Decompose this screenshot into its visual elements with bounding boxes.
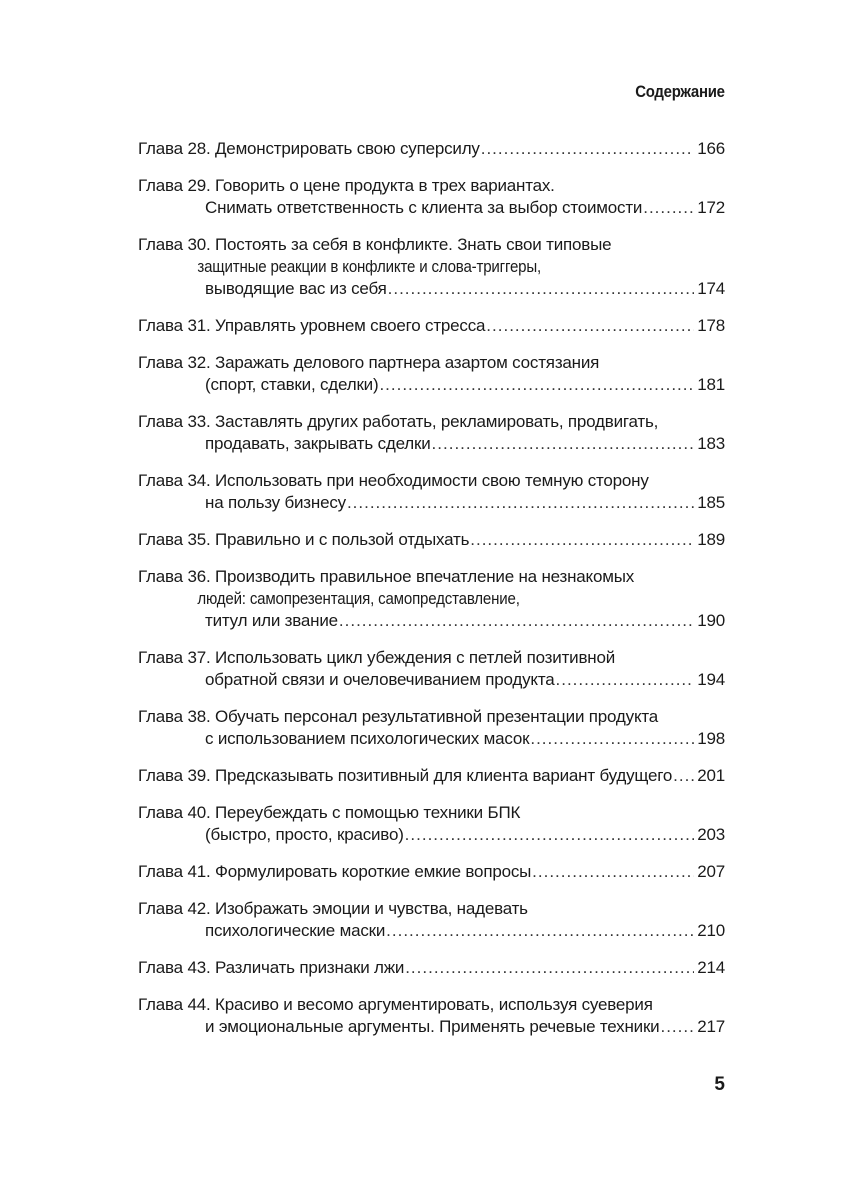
toc-entry-text: психологические маски bbox=[205, 921, 386, 940]
toc-entry-last-line bbox=[138, 197, 725, 219]
page-number: 5 bbox=[714, 1074, 725, 1095]
toc-entry-last-line bbox=[138, 824, 725, 846]
toc-entry-line bbox=[138, 706, 725, 728]
toc-entry-text: защитные реакции в конфликте и слова-триггеры, bbox=[197, 257, 542, 276]
toc-entry-line bbox=[138, 234, 725, 256]
toc-entry-line bbox=[138, 352, 725, 374]
toc-page-number: 214 bbox=[697, 958, 725, 977]
dot-leader bbox=[379, 374, 694, 396]
toc-entry bbox=[138, 315, 725, 337]
toc-entry bbox=[138, 138, 725, 160]
toc-page-number: 185 bbox=[697, 493, 725, 512]
toc-entry-last-line bbox=[138, 374, 725, 396]
toc-entry bbox=[138, 175, 725, 219]
toc-entry bbox=[138, 706, 725, 750]
toc-page-number: 166 bbox=[697, 139, 725, 158]
toc-entry-line bbox=[138, 898, 725, 920]
toc-entry bbox=[138, 234, 725, 300]
toc-entry-text: Глава 44. Красиво и весомо аргументировать, используя суеверия bbox=[138, 995, 653, 1014]
toc-entry-last-line bbox=[138, 765, 725, 787]
dot-leader bbox=[660, 1016, 694, 1038]
toc-entry-text: Глава 36. Производить правильное впечатление на незнакомых bbox=[138, 567, 635, 586]
toc-entry-text: Глава 38. Обучать персонал результативной презентации продукта bbox=[138, 707, 659, 726]
dot-leader bbox=[643, 197, 694, 219]
toc-entry bbox=[138, 529, 725, 551]
toc-page-number: 194 bbox=[697, 670, 725, 689]
toc-page-number: 174 bbox=[697, 279, 725, 298]
dot-leader bbox=[673, 765, 694, 787]
dot-leader bbox=[386, 920, 694, 942]
toc-page-number: 207 bbox=[697, 862, 725, 881]
toc-entry-line bbox=[138, 175, 725, 197]
toc-entry-last-line bbox=[138, 529, 725, 551]
toc-entry-line bbox=[138, 470, 725, 492]
toc-page-number: 189 bbox=[697, 530, 725, 549]
dot-leader bbox=[339, 610, 694, 632]
toc-entry-last-line bbox=[138, 138, 725, 160]
toc-entry-text: (быстро, просто, красиво) bbox=[205, 825, 404, 844]
dot-leader bbox=[405, 957, 694, 979]
toc-entry-text: Глава 32. Заражать делового партнера азартом состязания bbox=[138, 353, 600, 372]
toc-entry-text: (спорт, ставки, сделки) bbox=[205, 375, 379, 394]
toc-entry bbox=[138, 470, 725, 514]
dot-leader bbox=[481, 138, 695, 160]
toc-entry-last-line bbox=[138, 315, 725, 337]
dot-leader bbox=[530, 728, 694, 750]
toc-entry-text: Глава 41. Формулировать короткие емкие вопросы bbox=[138, 862, 532, 881]
toc-entry bbox=[138, 957, 725, 979]
toc-entry-line bbox=[138, 802, 725, 824]
toc-entry bbox=[138, 411, 725, 455]
toc-entry-text: Глава 28. Демонстрировать свою суперсилу bbox=[138, 139, 480, 158]
toc-entry bbox=[138, 802, 725, 846]
toc-entry-last-line bbox=[138, 861, 725, 883]
toc-entry-last-line bbox=[138, 669, 725, 691]
toc-entry-text: Глава 30. Постоять за себя в конфликте. Знать свои типовые bbox=[138, 235, 612, 254]
toc-entry-text: Глава 31. Управлять уровнем своего стресса bbox=[138, 316, 486, 335]
toc-page-number: 178 bbox=[697, 316, 725, 335]
toc-entry-text: Глава 35. Правильно и с пользой отдыхать bbox=[138, 530, 470, 549]
toc-entry-last-line bbox=[138, 433, 725, 455]
toc-page-number: 201 bbox=[697, 766, 725, 785]
toc-entry-last-line bbox=[138, 1016, 725, 1038]
dot-leader bbox=[405, 824, 695, 846]
toc-entry-last-line bbox=[138, 920, 725, 942]
table-of-contents bbox=[138, 138, 725, 1038]
toc-page-number: 172 bbox=[697, 198, 725, 217]
toc-entry-text: титул или звание bbox=[205, 611, 338, 630]
toc-page-number: 198 bbox=[697, 729, 725, 748]
toc-entry-text: с использованием психологических масок bbox=[205, 729, 530, 748]
toc-entry-text: Снимать ответственность с клиента за выбор стоимости bbox=[205, 198, 643, 217]
toc-entry bbox=[138, 647, 725, 691]
toc-entry-text: Глава 34. Использовать при необходимости свою темную сторону bbox=[138, 471, 649, 490]
toc-entry-text: Глава 43. Различать признаки лжи bbox=[138, 958, 405, 977]
toc-entry-last-line bbox=[138, 728, 725, 750]
toc-page-number: 183 bbox=[697, 434, 725, 453]
toc-entry-text: Глава 29. Говорить о цене продукта в трех вариантах. bbox=[138, 176, 555, 195]
toc-entry-line bbox=[138, 588, 658, 610]
toc-entry-line bbox=[138, 256, 658, 278]
toc-entry-text: продавать, закрывать сделки bbox=[205, 434, 431, 453]
running-head: Содержание bbox=[635, 82, 725, 101]
dot-leader bbox=[470, 529, 694, 551]
toc-entry-line bbox=[138, 994, 725, 1016]
toc-entry-text: Глава 40. Переубеждать с помощью техники БПК bbox=[138, 803, 521, 822]
toc-entry-last-line bbox=[138, 492, 725, 514]
toc-entry bbox=[138, 765, 725, 787]
dot-leader bbox=[388, 278, 695, 300]
toc-entry bbox=[138, 352, 725, 396]
toc-page-number: 190 bbox=[697, 611, 725, 630]
toc-page-number: 181 bbox=[697, 375, 725, 394]
toc-entry-last-line bbox=[138, 278, 725, 300]
dot-leader bbox=[347, 492, 694, 514]
toc-entry-last-line bbox=[138, 610, 725, 632]
toc-entry-text: Глава 33. Заставлять других работать, рекламировать, продвигать, bbox=[138, 412, 659, 431]
toc-entry-line bbox=[138, 566, 725, 588]
toc-page-number: 203 bbox=[697, 825, 725, 844]
dot-leader bbox=[432, 433, 695, 455]
toc-entry-text: Глава 37. Использовать цикл убеждения с петлей позитивной bbox=[138, 648, 616, 667]
toc-entry-text: на пользу бизнесу bbox=[205, 493, 346, 512]
toc-entry-text: обратной связи и очеловечиванием продукта bbox=[205, 670, 555, 689]
toc-page-number: 217 bbox=[697, 1017, 725, 1036]
toc-entry bbox=[138, 898, 725, 942]
dot-leader bbox=[532, 861, 694, 883]
toc-entry-last-line bbox=[138, 957, 725, 979]
toc-entry bbox=[138, 994, 725, 1038]
toc-entry-text: Глава 42. Изображать эмоции и чувства, надевать bbox=[138, 899, 528, 918]
toc-entry bbox=[138, 566, 725, 632]
toc-entry-text: Глава 39. Предсказывать позитивный для клиента вариант будущего bbox=[138, 766, 673, 785]
dot-leader bbox=[556, 669, 695, 691]
toc-entry-text: и эмоциональные аргументы. Применять речевые техники bbox=[205, 1017, 660, 1036]
toc-entry-text: выводящие вас из себя bbox=[205, 279, 387, 298]
dot-leader bbox=[486, 315, 694, 337]
toc-entry-line bbox=[138, 647, 725, 669]
toc-entry-line bbox=[138, 411, 725, 433]
toc-entry-text: людей: самопрезентация, самопредставление, bbox=[197, 589, 520, 608]
toc-page-number: 210 bbox=[697, 921, 725, 940]
toc-entry bbox=[138, 861, 725, 883]
